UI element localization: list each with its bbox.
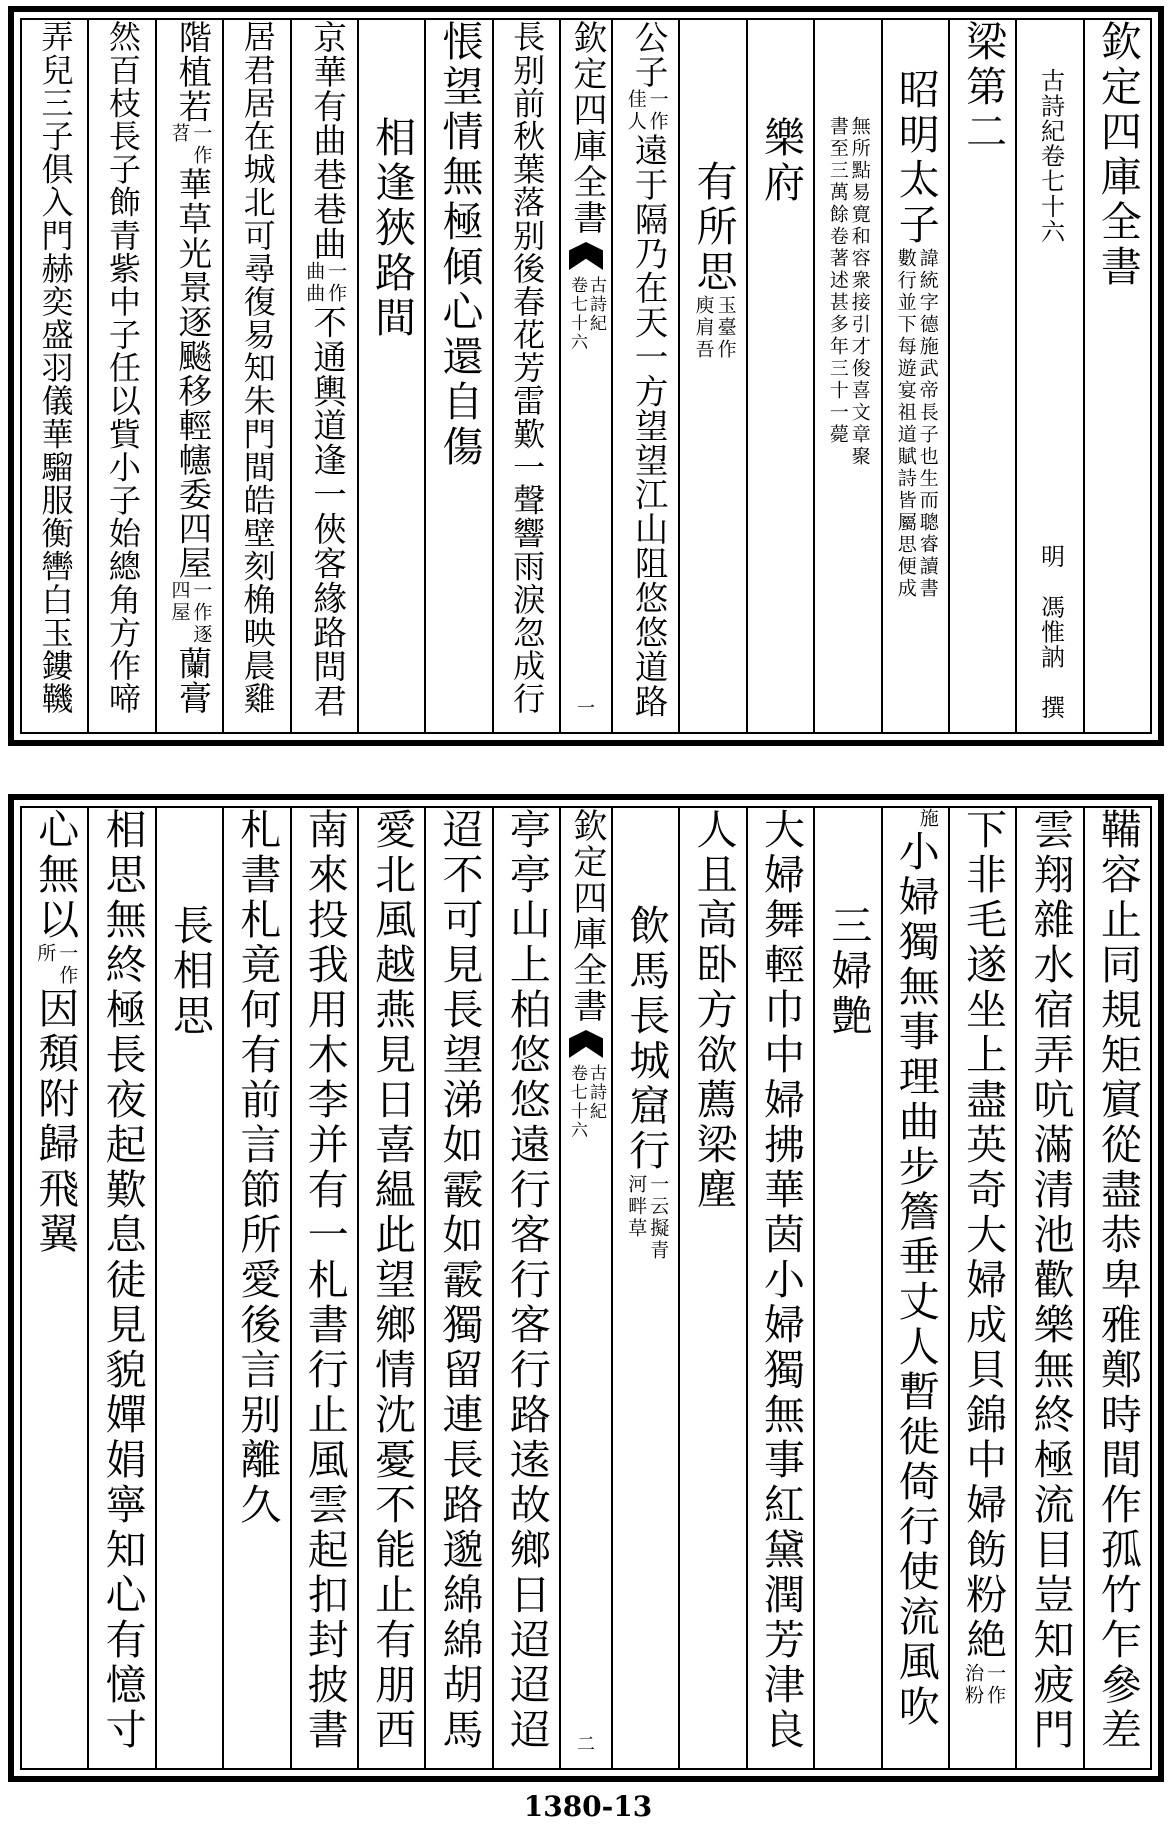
center-caption-line: 古詩紀 (586, 276, 606, 333)
column-stack (435, 20, 484, 470)
column-text: 亭亭山上柏悠悠遠行客行客行路逺故鄉日迢迢迢 (502, 808, 551, 1753)
column-content (368, 116, 417, 341)
column-text: 三婦艶 (824, 904, 873, 1039)
column-stack (368, 116, 417, 341)
center-caption-line: 卷七十六 (567, 1064, 587, 1140)
column-text: 然百枝長子飾青紫中子任以貲小子始總角方作啼 (103, 20, 142, 715)
annotation-pair (917, 808, 937, 830)
column-stack (959, 808, 1008, 1707)
bottom-page (8, 794, 1164, 1782)
column-content (238, 20, 277, 715)
column-stack (103, 20, 142, 715)
column-text: 欽定四庫全書 (1093, 20, 1142, 290)
column-content (959, 808, 1008, 1707)
annotation-line: 佳人 (624, 88, 647, 133)
annotation-pair (625, 1174, 670, 1262)
column-content (1036, 68, 1065, 720)
column-stack (959, 20, 1008, 155)
column-text: 長相思 (165, 904, 214, 1039)
column-content (827, 116, 869, 468)
column-stack (689, 808, 738, 1213)
annotation-line: 書至三萬餘卷著述甚多年三十一薨 (826, 116, 849, 446)
column-content (435, 808, 484, 1753)
column-content (1093, 20, 1142, 290)
column-stack (827, 116, 869, 468)
center-column (559, 20, 611, 732)
column-stack (368, 808, 417, 1753)
annotation-line: 治粉 (962, 1663, 985, 1707)
annotation-line: 一作 (56, 943, 79, 987)
text-column (1083, 20, 1150, 732)
column-text: 人且高卧方欲薦梁塵 (689, 808, 738, 1213)
text-column (357, 808, 424, 1768)
annotation-pair (693, 295, 735, 361)
center-caption (568, 1064, 604, 1140)
top-page (8, 6, 1164, 746)
annotation-line: 無所點易寛和容衆接引才俊喜文章聚 (848, 116, 871, 468)
center-column (559, 808, 611, 1768)
annotation-line: 河畔草 (625, 1174, 648, 1240)
column-stack (508, 20, 547, 715)
column-content (233, 808, 282, 1528)
column-content (824, 904, 873, 1039)
text-column (22, 20, 87, 732)
column-stack (238, 20, 277, 715)
column-content (165, 904, 214, 1039)
annotation-line: 玉臺作 (714, 295, 737, 361)
column-stack (1036, 68, 1065, 720)
column-content (756, 808, 805, 1753)
column-stack (300, 808, 349, 1753)
text-column (424, 808, 491, 1768)
column-text: 鞴容止同規矩賔從盡恭卑雅鄭時間作孤竹乍參差 (1093, 808, 1142, 1753)
column-stack (233, 808, 282, 1528)
annotation-line: 所 (34, 943, 57, 965)
fish-tail-mark (569, 242, 603, 270)
annotation-pair (34, 943, 79, 987)
annotation-line: 一云擬青 (647, 1174, 670, 1262)
column-text-cont: 遠于隔乃在天一方望望江山阻悠悠道路 (629, 132, 669, 719)
column-stack (435, 808, 484, 1753)
column-text: 長别前秋葉落别後春花芳雷歎一聲響雨淚忽成行 (508, 20, 547, 715)
author-line: 明 馮惟訥 撰 (1036, 543, 1065, 720)
annotation-line: 曲曲 (303, 261, 326, 306)
column-content (891, 808, 940, 1730)
column-text-cont: 蘭膏 (173, 646, 213, 716)
column-content (891, 68, 940, 600)
text-column (746, 808, 813, 1768)
column-content (622, 904, 671, 1262)
text-column (1083, 808, 1150, 1768)
text-column (290, 808, 357, 1768)
column-stack (625, 20, 667, 718)
column-stack (824, 904, 873, 1039)
center-caption-line: 卷七十六 (567, 276, 587, 352)
annotation-line: 施 (916, 808, 939, 830)
annotation-pair (169, 123, 211, 167)
center-title: 欽定四庫全書 (566, 808, 607, 1024)
annotation-line: 一作 (984, 1663, 1007, 1707)
column-text: 雲翔雜水宿弄吭滿清池歡樂無終極流目豈知疲門 (1026, 808, 1075, 1753)
text-column (222, 808, 289, 1768)
text-column (678, 20, 745, 732)
column-content (36, 20, 75, 715)
text-column (611, 808, 678, 1768)
column-text: 弄兒三子俱入門赫奕盛羽儀華騮服衡轡白玉鏤鞿 (36, 20, 75, 715)
column-text-cont: 華草光景逐飈移輕幰委四屋 (173, 167, 213, 581)
text-column (290, 20, 357, 732)
column-text: 階植若 (173, 20, 213, 124)
text-column (1015, 20, 1082, 732)
column-text: 公子 (629, 20, 669, 89)
column-content (368, 808, 417, 1753)
text-column (424, 20, 491, 732)
column-stack (169, 20, 211, 715)
text-column (357, 20, 424, 732)
column-text: 相逢狹路間 (368, 116, 417, 341)
column-content (31, 808, 80, 1257)
annotation-line: 一作 (190, 123, 213, 168)
annotation-pair (625, 89, 667, 133)
column-content (1093, 808, 1142, 1753)
column-text: 下非毛遂坐上盡英奇大婦成貝錦中婦飭粉絶 (959, 808, 1008, 1663)
text-column (746, 20, 813, 732)
center-title: 欽定四庫全書 (566, 20, 607, 236)
column-stack (891, 68, 940, 600)
column-text: 樂府 (756, 116, 805, 206)
column-text: 愛北風越燕見日喜緼此望鄉情沈憂不能止有朋西 (368, 808, 417, 1753)
column-stack (689, 160, 738, 361)
text-column (813, 808, 880, 1768)
annotation-pair (962, 1663, 1007, 1707)
text-column (948, 20, 1015, 732)
annotation-line: 庾肩吾 (692, 295, 715, 361)
column-content (502, 808, 551, 1753)
page-number: 1380-13 (523, 1790, 653, 1823)
center-caption (568, 276, 604, 352)
text-column (87, 808, 154, 1768)
text-column (813, 20, 880, 732)
column-stack (502, 808, 551, 1753)
annotation-pair (895, 248, 937, 600)
column-stack (31, 808, 80, 1257)
text-column (155, 808, 222, 1768)
annotation-line: 四屋 (168, 580, 191, 625)
column-content (98, 808, 147, 1753)
column-stack (165, 904, 214, 1039)
column-text: 居君居在城北可尋復易知朱門間皓壁刻桷映晨雞 (238, 20, 277, 715)
column-content (300, 808, 349, 1753)
center-caption-line: 古詩紀 (586, 1064, 606, 1121)
column-content (103, 20, 142, 715)
folio-number: 二 (577, 1734, 595, 1755)
column-text: 相思無終極長夜起歎息徒見貌嬋娟寧知心有憶寸 (98, 808, 147, 1753)
column-text: 南來投我用木李并有一札書行止風雲起扣封披書 (300, 808, 349, 1753)
column-stack (622, 904, 671, 1262)
column-stack (1093, 808, 1142, 1753)
column-text: 札書札竟何有前言節所愛後言别離久 (233, 808, 282, 1528)
text-column (492, 808, 559, 1768)
column-stack (98, 808, 147, 1753)
column-text: 大婦舞輕巾中婦拂華茵小婦獨無事紅黛潤芳津良 (756, 808, 805, 1753)
annotation-line: 一作 (646, 88, 669, 133)
column-text: 有所思 (689, 160, 738, 295)
text-column (678, 808, 745, 1768)
column-text: 昭明太子 (891, 68, 940, 248)
annotation-pair (303, 261, 348, 306)
column-content (508, 20, 547, 715)
annotation-pair (169, 580, 211, 646)
text-column (611, 20, 678, 732)
text-column (22, 808, 87, 1768)
text-column (948, 808, 1015, 1768)
column-text: 梁第二 (959, 20, 1008, 155)
column-text: 古詩紀卷七十六 (1036, 68, 1065, 244)
column-content (756, 116, 805, 206)
column-text-cont: 不通輿道逢一俠客緣路問君 (308, 305, 348, 719)
text-column (881, 20, 948, 732)
column-text: 飲馬長城窟行 (622, 904, 671, 1174)
column-stack (891, 808, 940, 1730)
column-content (435, 20, 484, 470)
annotation-line: 一作 (325, 261, 348, 306)
column-text: 心無以 (31, 808, 80, 943)
column-stack (36, 20, 75, 715)
column-text-cont: 因頽附歸飛翼 (31, 987, 80, 1257)
column-content (1026, 808, 1075, 1753)
annotation-line: 苕 (168, 123, 191, 146)
fish-tail-mark (569, 1030, 603, 1058)
column-stack (756, 808, 805, 1753)
annotation-line: 數行並下每遊宴祖道賦詩皆屬思便成 (894, 248, 917, 600)
column-text: 悵望情無極傾心還自傷 (435, 20, 484, 470)
text-column (87, 20, 154, 732)
column-stack (303, 20, 348, 719)
column-content (959, 20, 1008, 155)
text-column (881, 808, 948, 1768)
text-column (1015, 808, 1082, 1768)
text-column (222, 20, 289, 732)
column-text: 京華有曲巷巷曲 (308, 20, 348, 262)
column-text: 迢不可見長望涕如霰如霰獨留連長路邈綿綿胡馬 (435, 808, 484, 1753)
column-content (169, 20, 211, 715)
annotation-line: 一作逐 (190, 580, 213, 647)
text-column (492, 20, 559, 732)
column-text: 小婦獨無事理曲步簷垂丈人暫徙倚行使流風吹 (891, 830, 940, 1730)
annotation-line: 諱統字德施武帝長子也生而聰睿讀書 (916, 248, 939, 600)
column-content (689, 808, 738, 1213)
column-content (625, 20, 667, 718)
column-stack (1093, 20, 1142, 290)
column-content (303, 20, 348, 719)
column-stack (756, 116, 805, 206)
annotation-pair (827, 116, 869, 468)
column-stack (1026, 808, 1075, 1753)
column-content (689, 160, 738, 361)
text-column (155, 20, 222, 732)
folio-number: 一 (577, 698, 595, 719)
